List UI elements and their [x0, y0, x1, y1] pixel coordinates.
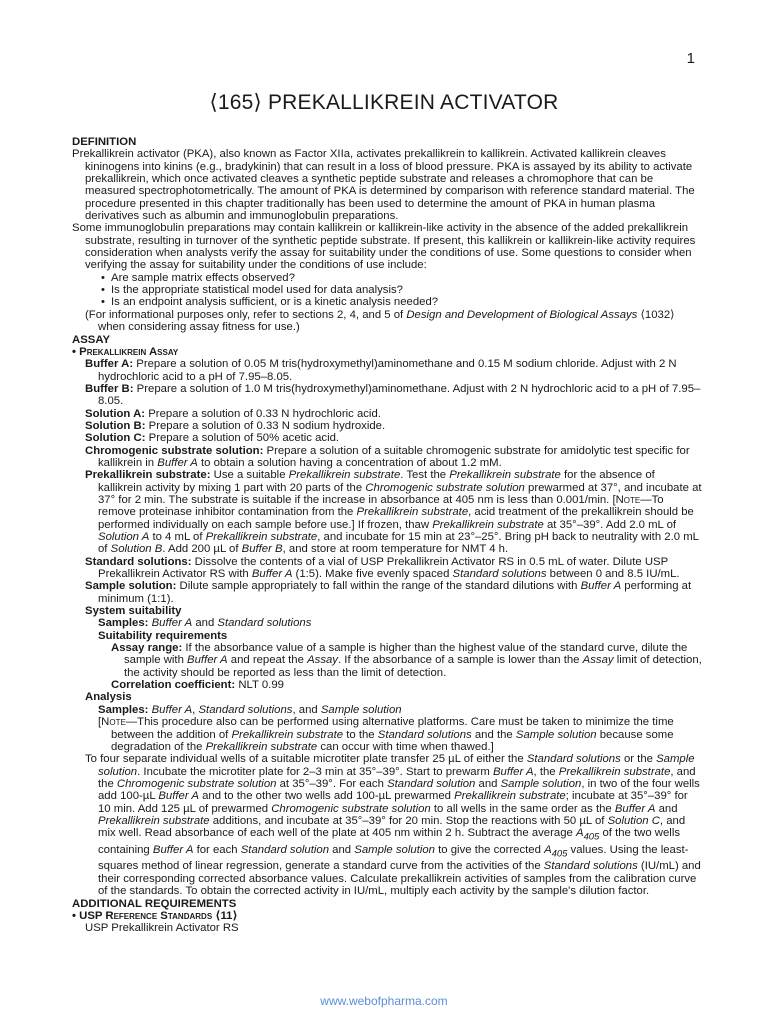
bullet-icon: • [101, 284, 105, 297]
additional-requirements-heading: ADDITIONAL REQUIREMENTS [72, 897, 237, 910]
list-item: • Is an endpoint analysis sufficient, or is a kinetic analysis needed? [101, 296, 439, 309]
system-suitability-samples: Samples: Buffer A and Standard solutions [98, 617, 312, 630]
definition-paragraph-2: Some immunoglobulin preparations may contain kallikrein or kallikrein-like activity in the absence of the added prekallikrein substrate, resulting in turnover of the synthetic peptide substrate. If present, this kallikrein or kallikrein-like activity requires consideration when analysts verify the assay for suitability under the conditions of use. Some questions to consider when verifying the assay for suitability under the conditions of use include: [72, 222, 696, 272]
standard-solutions: Standard solutions: Dissolve the contents of a vial of USP Prekallikrein Activator RS in 0.5 mL of water. Dilute USP Prekallikrein Activator RS with Buffer A (1:5). Make five evenly spaced Standard solutions between 0 and 8.5 IU/mL. [85, 555, 680, 581]
buffer-a: Buffer A: Prepare a solution of 0.05 M tris(hydroxymethyl)aminomethane and 0.15 M sodium chloride. Adjust with 2 N hydrochloric acid to a pH of 7.95–8.05. [85, 358, 677, 383]
analysis-heading: Analysis [85, 691, 132, 704]
list-item: • Are sample matrix effects observed? [101, 271, 295, 284]
solution-c: Solution C: Prepare a solution of 50% acetic acid. [85, 432, 340, 445]
analysis-samples: Samples: Buffer A, Standard solutions, and Sample solution [98, 703, 402, 716]
definition-paragraph-1: Prekallikrein activator (PKA), also known as Factor XIIa, activates prekallikrein to kallikrein. Activated kallikrein cleaves kininogens into kinins (e.g., bradykinin) that can result in a loss of blood pressure. PKA is assayed by its ability to activate prekallikrein, which once activated cleaves a synthetic peptide substrate and releases a chromophore that can be measured spectrophotometrically. The amount of PKA is determined by comparison with reference standard material. The procedure presented in this chapter traditionally has been used to determine the amount of PKA in human plasma derivatives such as albumin and immunoglobulin preparations. [72, 148, 695, 223]
solution-b: Solution B: Prepare a solution of 0.33 N sodium hydroxide. [85, 419, 386, 432]
analysis-note: [Note—This procedure also can be performed using alternative platforms. Care must be taken to minimize the time between the addition of Prekallikrein substrate to the Standard solutions and the Sample solution because some degradation of the Prekallikrein substrate can occur with time when thawed.] [98, 716, 674, 753]
assay-heading: ASSAY [72, 333, 111, 346]
chromogenic-substrate-solution: Chromogenic substrate solution: Prepare a solution of a suitable chromogenic substrate for amidolytic test specific for kallikrein in Buffer A to obtain a solution having a concentration of about 1.2 mM. [85, 444, 690, 469]
informational-note: (For informational purposes only, refer to sections 2, 4, and 5 of Design and Development of Biological Assays ⟨1032⟩ when considering assay fitness for use.) [85, 308, 675, 334]
assay-range: Assay range: If the absorbance value of a sample is higher than the highest value of the standard curve, dilute the sample with Buffer A and repeat the Assay. If the absorbance of a sample is lower than the Assay limit of detection, the activity should be reported as less than the limit of detection. [111, 642, 702, 679]
correlation-coefficient: Correlation coefficient: NLT 0.99 [111, 679, 284, 692]
suitability-requirements-heading: Suitability requirements [98, 629, 228, 642]
document-body [72, 136, 702, 935]
page-number: 1 [686, 50, 695, 67]
buffer-b: Buffer B: Prepare a solution of 1.0 M tris(hydroxymethyl)aminomethane. Adjust with 2 N hydrochloric acid to a pH of 7.95–8.05. [85, 382, 701, 408]
solution-a: Solution A: Prepare a solution of 0.33 N hydrochloric acid. [85, 407, 381, 420]
prekallikrein-assay-heading: • Prekallikrein Assay [72, 345, 179, 358]
system-suitability-heading: System suitability [85, 605, 182, 618]
prekallikrein-substrate: Prekallikrein substrate: Use a suitable Prekallikrein substrate. Test the Prekallikrein substrate for the absence of kallikrein activity by mixing 1 part with 20 parts of the Chromogenic substrate solution prewarmed at 37°, and incubate at 37° for 2 min. The substrate is suitable if the increase in absorbance at 405 nm is less than 0.001/min. [Note—To remove proteinase inhibitor contamination from the Prekallikrein substrate, acid treatment of the prekallikrein should be performed individually on each sample before use.] If frozen, thaw Prekallikrein substrate at 35°–39°. Add 2.0 mL of Solution A to 4 mL of Prekallikrein substrate, and incubate for 15 min at 23°–25°. Bring pH back to neutrality with 2.0 mL of Solution B. Add 200 µL of Buffer B, and store at room temperature for NMT 4 h. [85, 469, 702, 556]
bullet-icon: • [101, 296, 105, 309]
sample-solution: Sample solution: Dilute sample appropriately to fall within the range of the standard dilutions with Buffer A performing at minimum (1:1). [85, 580, 692, 605]
analysis-procedure: To four separate individual wells of a suitable microtiter plate transfer 25 µL of either the Standard solutions or the Sample solution. Incubate the microtiter plate for 2–3 min at 35°–39°. Start to prewarm Buffer A, the Prekallikrein substrate, and the Chromogenic substrate solution at 35°–39°. For each Standard solution and Sample solution, in two of the four wells add 100-µL Buffer A and to the other two wells add 100-µL prewarmed Prekallikrein substrate; incubate at 35°–39° for 10 min. Add 125 µL of prewarmed Chromogenic substrate solution to all wells in the same order as the Buffer A and Prekallikrein substrate additions, and incubate at 35°–39° for 20 min. Stop the reactions with 50 µL of Solution C, and mix well. Read absorbance of each well of the plate at 405 nm within 2 h. Subtract the average $A_{405}$ of the two wells containing Buffer A for each Standard solution and Sample solution to give the corrected $A_{405}$ values. Using the least-squares method of linear regression, generate a standard curve from the activities of the Standard solutions (IU/mL) and their corresponding corrected absorbance values. Calculate prekallikrein activities of samples from the calibration curve of the standards. To obtain the corrected activity in IU/mL, multiply each activity by the sample's dilution factor. [85, 753, 701, 898]
usp-reference-standard-item: USP Prekallikrein Activator RS [85, 922, 239, 935]
list-item: • Is the appropriate statistical model used for data analysis? [101, 284, 403, 297]
bullet-icon: • [101, 271, 105, 284]
usp-reference-standards-heading: • USP Reference Standards ⟨11⟩ [72, 909, 238, 922]
page-title: ⟨165⟩ PREKALLIKREIN ACTIVATOR [209, 91, 559, 114]
definition-heading: DEFINITION [72, 136, 137, 148]
footer-website-link[interactable]: www.webofpharma.com [320, 994, 448, 1008]
